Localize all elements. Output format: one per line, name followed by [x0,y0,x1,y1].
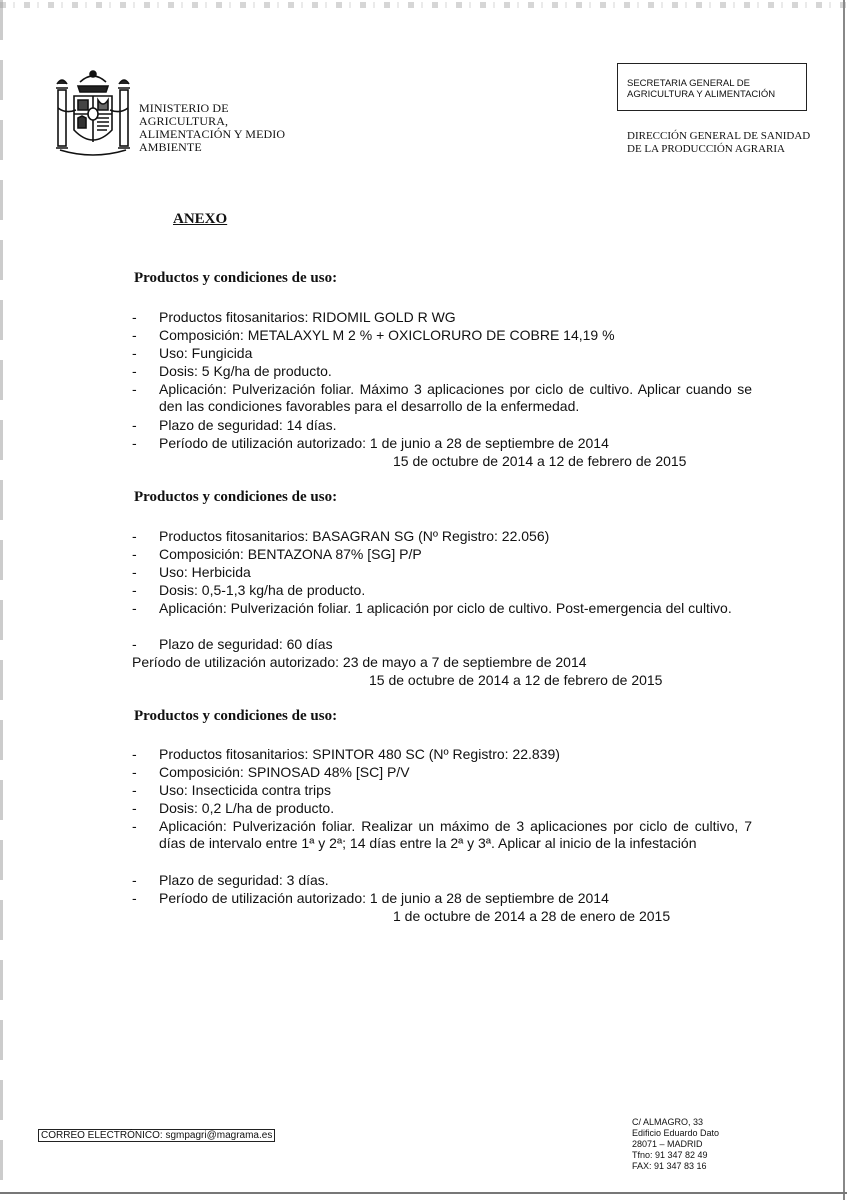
list-item: Dosis: 0,2 L/ha de producto. [159,800,335,816]
list-item: Productos fitosanitarios: SPINTOR 480 SC (Nº Registro: 22.839) [159,746,560,762]
scan-edge-bottom [0,1192,847,1194]
list-item: Productos fitosanitarios: BASAGRAN SG (Nº Registro: 22.056) [159,528,550,544]
section-heading: Productos y condiciones de uso: [134,708,338,724]
section-heading: Productos y condiciones de uso: [134,270,338,286]
list-item: Plazo de seguridad: 60 días [159,636,333,652]
list-item: Uso: Fungicida [159,345,253,361]
period-continuation: 15 de octubre de 2014 a 12 de febrero de 2015 [393,453,687,469]
scan-edge-left [0,0,3,1200]
secretaria-box: SECRETARIA GENERAL DE AGRICULTURA Y ALIMENTACIÓN [617,63,807,111]
coat-of-arms-icon [52,68,134,160]
list-item: Período de utilización autorizado: 1 de junio a 28 de septiembre de 2014 [159,890,609,906]
ministry-name: MINISTERIO DE AGRICULTURA, ALIMENTACIÓN Y MEDIO AMBIENTE [139,101,286,154]
list-item: Dosis: 0,5-1,3 kg/ha de producto. [159,582,366,598]
list-item: Período de utilización autorizado: 1 de junio a 28 de septiembre de 2014 [159,435,609,451]
list-item: Uso: Insecticida contra trips [159,782,331,798]
list-item: Productos fitosanitarios: RIDOMIL GOLD R WG [159,309,456,325]
email-contact: CORREO ELECTRÓNICO: sgmpagri@magrama.es [38,1129,275,1142]
list-item: Composición: SPINOSAD 48% [SC] P/V [159,764,410,780]
list-item: Plazo de seguridad: 14 días. [159,417,337,433]
list-item: Uso: Herbicida [159,564,251,580]
scan-edge-right [843,0,845,1200]
list-item: Aplicación: Pulverización foliar. Realizar un máximo de 3 aplicaciones por ciclo de cultivo, 7 días de intervalo entre 1ª y 2ª; 14 días entre la 2ª y 3ª. Aplicar al inicio de la infestación [159,818,752,851]
list-item: Aplicación: Pulverización foliar. 1 aplicación por ciclo de cultivo. Post-emergencia del cultivo. [159,600,732,616]
period-continuation: 1 de octubre de 2014 a 28 de enero de 2015 [393,908,671,924]
direccion-general: DIRECCIÓN GENERAL DE SANIDAD DE LA PRODUCCIÓN AGRARIA [627,130,811,155]
period-line: Período de utilización autorizado: 23 de mayo a 7 de septiembre de 2014 [132,654,587,670]
page-title: ANEXO [173,211,228,227]
scan-edge-top [0,2,847,8]
list-item: Plazo de seguridad: 3 días. [159,872,329,888]
list-item: Composición: BENTAZONA 87% [SG] P/P [159,546,422,562]
period-continuation: 15 de octubre de 2014 a 12 de febrero de 2015 [369,672,663,688]
list-item: Composición: METALAXYL M 2 % + OXICLORURO DE COBRE 14,19 % [159,327,615,343]
list-item: Aplicación: Pulverización foliar. Máximo 3 aplicaciones por ciclo de cultivo. Aplicar cuando se den las condiciones favorables para el desarrollo de la enfermedad. [159,381,752,414]
section-heading: Productos y condiciones de uso: [134,489,338,505]
postal-address: C/ ALMAGRO, 33 Edificio Eduardo Dato 28071 – MADRID Tfno: 91 347 82 49 FAX: 91 347 83 16 [632,1117,720,1171]
list-item: Dosis: 5 Kg/ha de producto. [159,363,332,379]
